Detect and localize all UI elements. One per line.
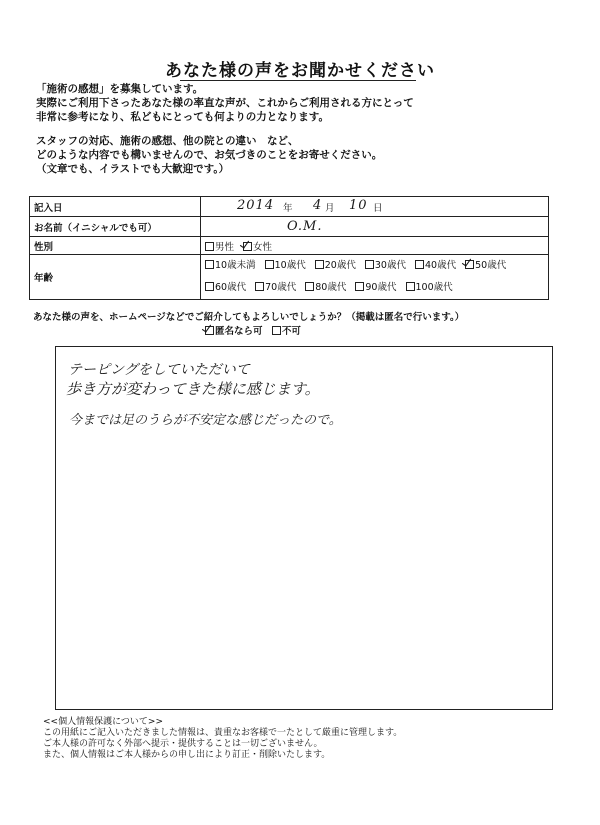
privacy-notice bbox=[43, 717, 402, 761]
publish-question: あなた様の声を、ホームページなどでご紹介してもよろしいでしょうか？（掲載は匿名で行います。） bbox=[33, 312, 465, 323]
name-label: お名前（イニシャルでも可） bbox=[30, 217, 201, 237]
intro-line: どのような内容でも構いませんので、お気づきのことをお寄せください。 bbox=[36, 149, 383, 161]
age-option[interactable]: 10歳未満 bbox=[205, 255, 256, 277]
intro-line: スタッフの対応、施術の感想、他の院との違い など、 bbox=[36, 135, 299, 147]
age-option[interactable]: 60歳代 bbox=[205, 277, 246, 299]
checkbox-icon[interactable] bbox=[205, 242, 214, 251]
age-option[interactable]: 80歳代 bbox=[305, 277, 346, 299]
publish-option-no[interactable]: 不可 bbox=[272, 323, 301, 337]
checkbox-icon[interactable] bbox=[355, 282, 364, 291]
checkbox-checked-icon[interactable] bbox=[205, 326, 214, 335]
intro-text bbox=[36, 82, 576, 176]
checkbox-icon[interactable] bbox=[272, 326, 281, 335]
age-options bbox=[201, 255, 549, 300]
age-option[interactable]: 20歳代 bbox=[315, 255, 356, 277]
date-day: 10 bbox=[349, 198, 368, 213]
age-option[interactable]: 10歳代 bbox=[265, 255, 306, 277]
age-option[interactable]: 40歳代 bbox=[415, 255, 456, 277]
gender-label: 性別 bbox=[30, 237, 201, 255]
name-value: O.M. bbox=[287, 219, 323, 234]
age-label: 年齢 bbox=[30, 255, 201, 300]
checkbox-icon[interactable] bbox=[315, 260, 324, 269]
survey-form-table bbox=[29, 196, 549, 300]
checkbox-icon[interactable] bbox=[415, 260, 424, 269]
privacy-line: また、個人情報はご本人様からの申し出により訂正・削除いたします。 bbox=[43, 750, 331, 760]
date-year: 2014 bbox=[237, 198, 275, 213]
age-option[interactable]: 90歳代 bbox=[355, 277, 396, 299]
name-field[interactable] bbox=[201, 217, 549, 237]
date-year-unit: 年 bbox=[283, 203, 293, 214]
checkbox-icon[interactable] bbox=[255, 282, 264, 291]
age-option[interactable]: 30歳代 bbox=[365, 255, 406, 277]
checkbox-checked-icon[interactable] bbox=[465, 260, 474, 269]
gender-options bbox=[201, 237, 549, 255]
checkbox-icon[interactable] bbox=[265, 260, 274, 269]
date-label: 記入日 bbox=[30, 197, 201, 217]
comment-box[interactable] bbox=[55, 346, 553, 710]
checkbox-icon[interactable] bbox=[406, 282, 415, 291]
checkbox-icon[interactable] bbox=[305, 282, 314, 291]
comment-line: 歩き方が変わってきた様に感じます。 bbox=[66, 380, 320, 398]
title-underline bbox=[180, 80, 416, 81]
age-option[interactable]: 100歳代 bbox=[406, 277, 453, 299]
privacy-heading: <<個人情報保護について>> bbox=[43, 717, 163, 727]
page-title: あなた様の声をお聞かせください bbox=[165, 61, 435, 81]
date-field[interactable] bbox=[201, 197, 549, 217]
checkbox-icon[interactable] bbox=[205, 260, 214, 269]
date-day-unit: 日 bbox=[373, 203, 383, 214]
age-option[interactable]: 70歳代 bbox=[255, 277, 296, 299]
checkbox-checked-icon[interactable] bbox=[243, 242, 252, 251]
intro-line: 非常に参考になり、私どもにとっても何よりの力となります。 bbox=[36, 111, 329, 123]
intro-line: （文章でも、イラストでも大歓迎です。） bbox=[36, 163, 230, 175]
age-option-selected[interactable]: 50歳代 bbox=[465, 255, 506, 277]
age-options-row bbox=[205, 277, 544, 299]
intro-line: 「施術の感想」を募集しています。 bbox=[36, 83, 204, 95]
date-month-unit: 月 bbox=[325, 203, 335, 214]
publish-options bbox=[205, 323, 307, 337]
date-month: 4 bbox=[313, 198, 323, 213]
comment-line: 今までは足のうらが不安定な感じだったので。 bbox=[69, 413, 342, 428]
gender-option-female[interactable]: 女性 bbox=[243, 239, 272, 253]
gender-option-male[interactable]: 男性 bbox=[205, 239, 234, 253]
publish-option-anonymous[interactable]: 匿名なら可 bbox=[205, 323, 263, 337]
privacy-line: ご本人様の許可なく外部へ提示・提供することは一切ございません。 bbox=[43, 739, 323, 749]
age-options-row bbox=[205, 255, 544, 277]
comment-line: テーピングをしていただいて bbox=[68, 362, 250, 378]
checkbox-icon[interactable] bbox=[205, 282, 214, 291]
checkbox-icon[interactable] bbox=[365, 260, 374, 269]
intro-line: 実際にご利用下さったあなた様の率直な声が、これからご利用される方にとって bbox=[36, 97, 414, 109]
privacy-line: この用紙にご記入いただきました情報は、貴重なお客様で一たとして厳重に管理します。 bbox=[43, 728, 403, 738]
